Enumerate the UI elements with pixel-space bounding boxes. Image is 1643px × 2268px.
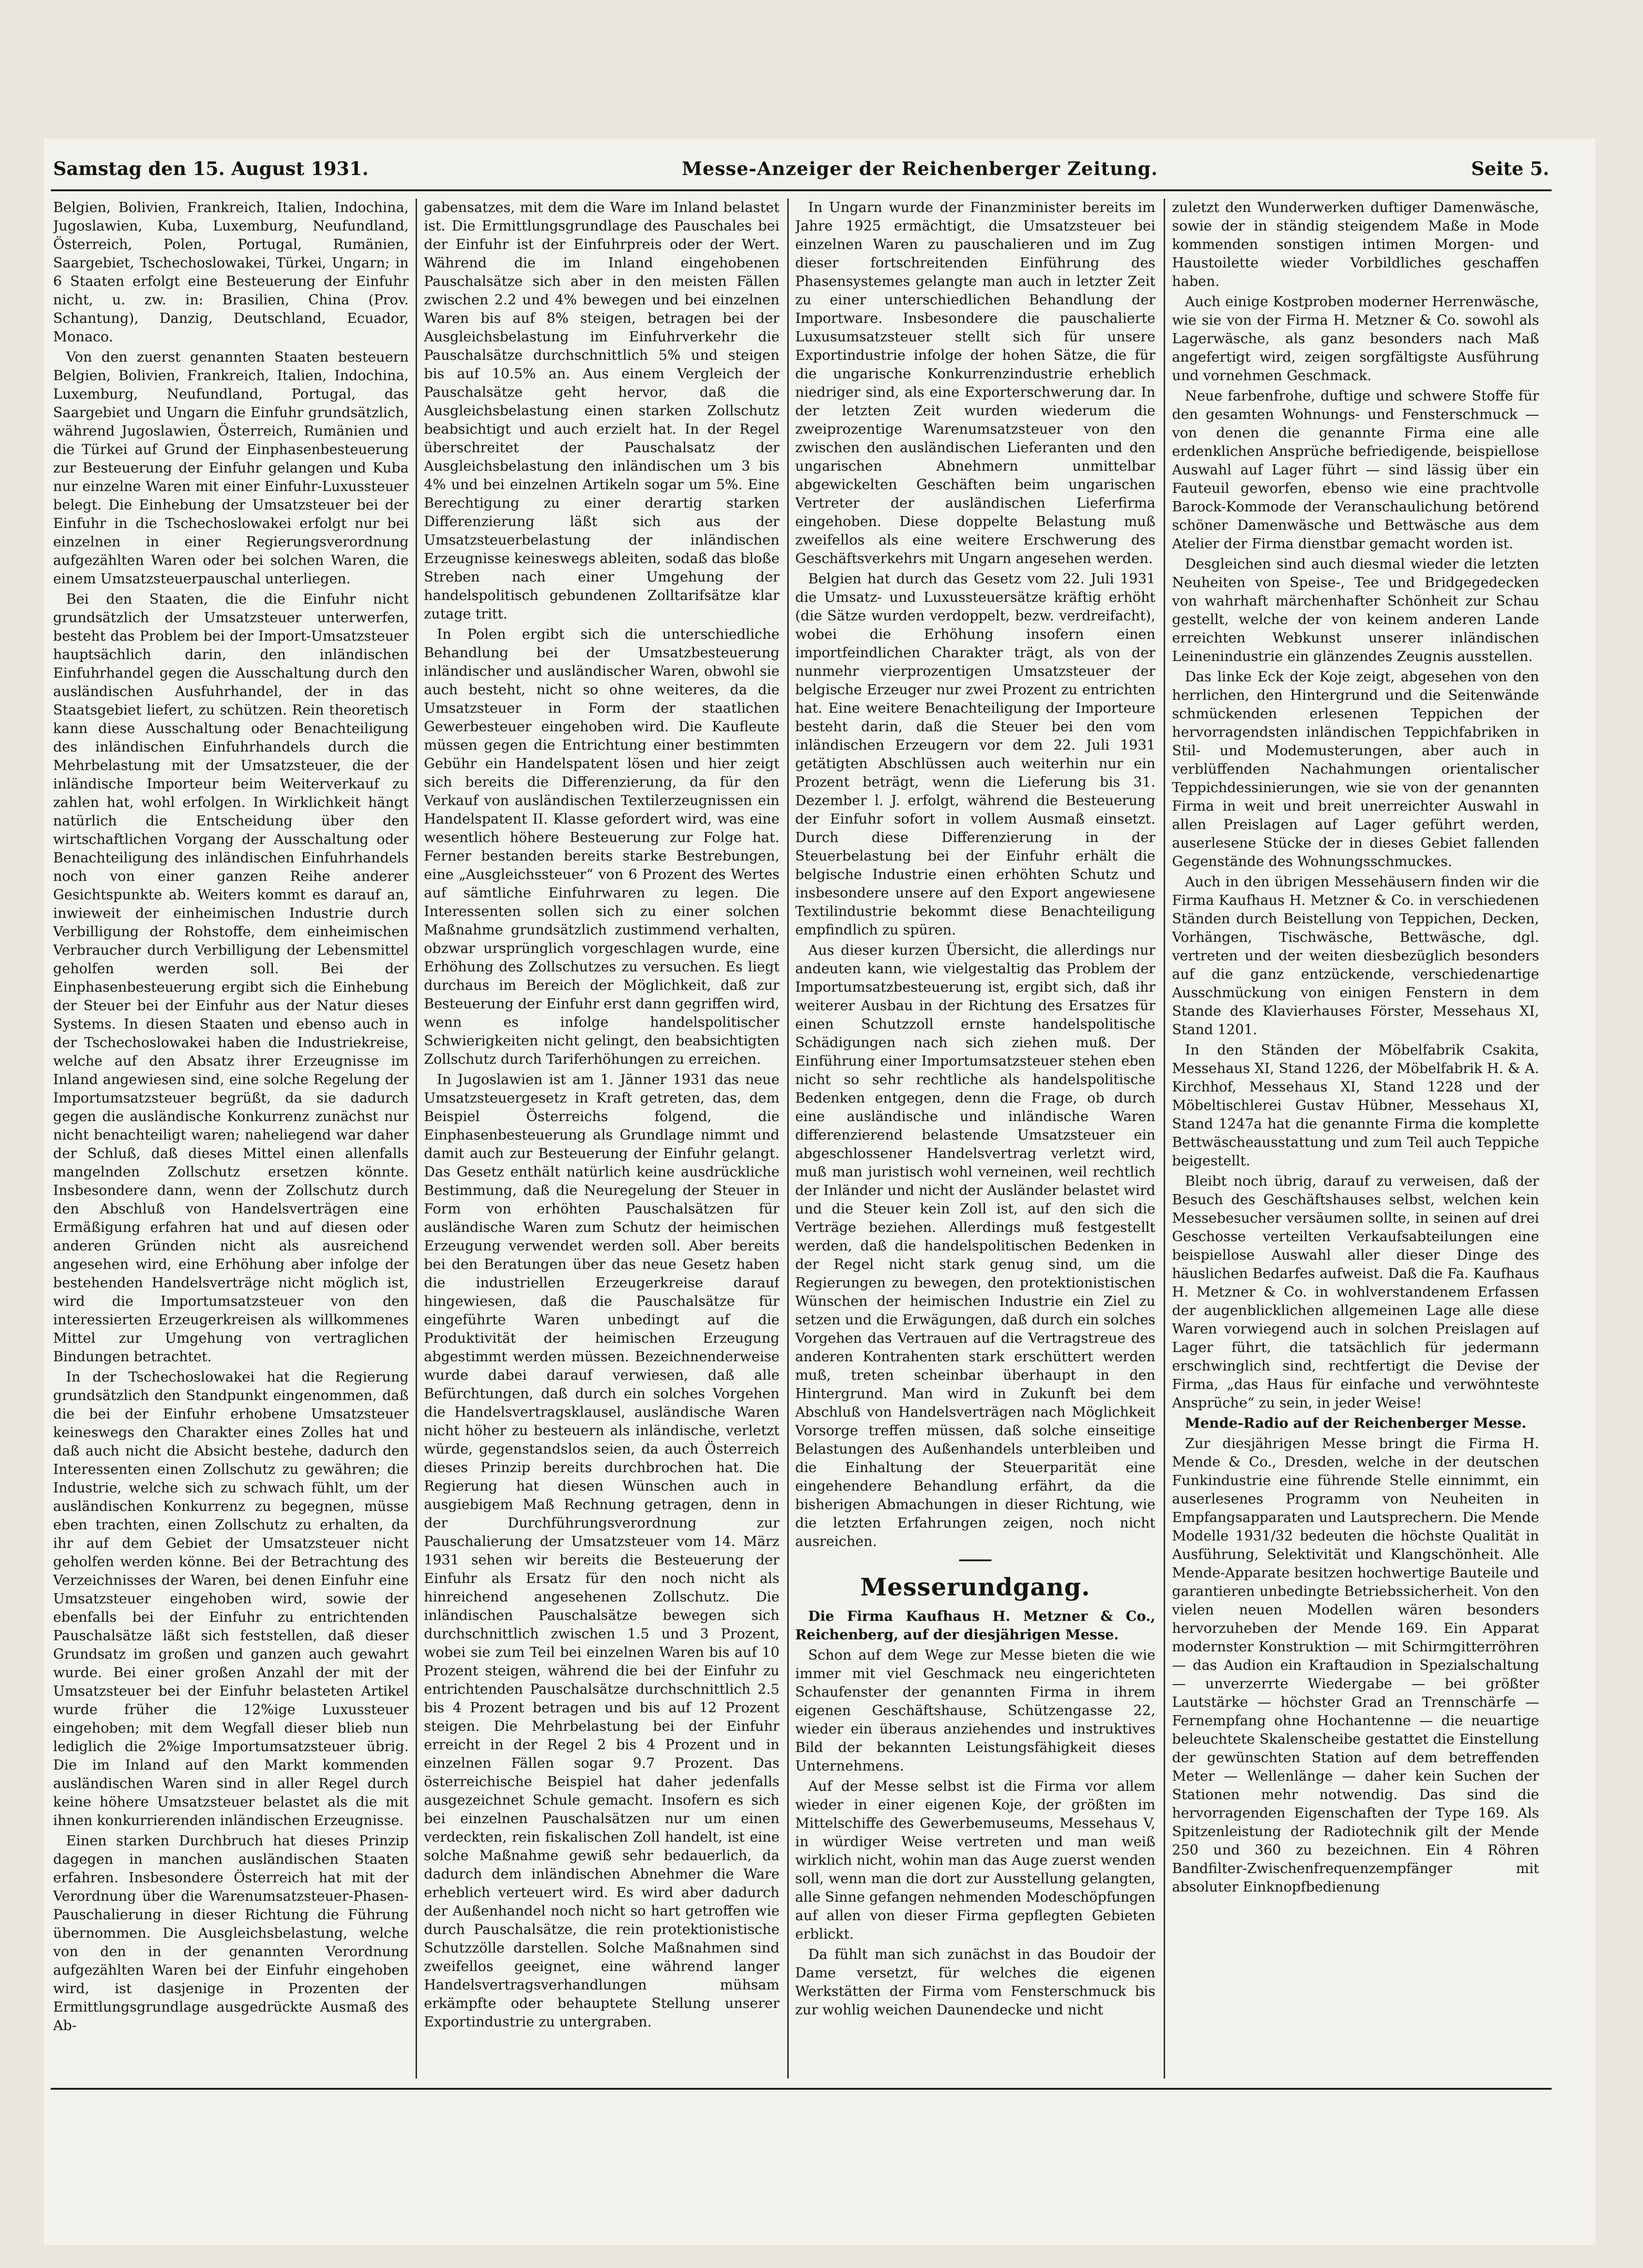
column-3 bbox=[795, 199, 1155, 2083]
article-paragraph: Auch in den übrigen Messehäusern finden wir die Firma Kaufhaus H. Metzner & Co. in verschiedenen Ständen durch Beistellung von Teppichen, Decken, Vorhängen, Tischwäsche, Bettwäsche, dgl. vertreten und der weiten diesbezüglich besonders auf die ganz entzückende, verschiedenartige Ausschmückung von einigen Fenstern in dem Stande des Klavierhauses Förster, Messehaus XI, Stand 1201. bbox=[1172, 874, 1539, 1038]
column-divider bbox=[416, 199, 417, 2079]
article-paragraph: Bei den Staaten, die die Einfuhr nicht grundsätzlich der Umsatzsteuer unterwerfen, besteht das Problem bei der Import-Umsatzsteuer hauptsächlich darin, den inländischen Einfuhrhandel gegen die Ausschaltung durch den ausländischen Ausfuhrhandel, der in das Staatsgebiet liefert, zu schützen. Rein theoretisch kann diese Ausschaltung oder Benachteiligung des inländischen Einfuhrhandels durch die Mehrbelastung mit der Umsatzsteuer, die der inländische Importeur beim Weiterverkauf zu zahlen hat, wohl erfolgen. In Wirklichkeit hängt natürlich die Entscheidung über den wirtschaftlichen Vorgang der Ausschaltung oder Benachteiligung des inländischen Einfuhrhandels noch von einer ganzen Reihe anderer Gesichtspunkte ab. Weiters kommt es darauf an, inwieweit der einheimischen Industrie durch Verbilligung der Rohstoffe, dem einheimischen Verbraucher durch Verbilligung der Lebensmittel geholfen werden soll. Bei der Einphasenbesteuerung ergibt sich die Einhebung der Steuer bei der Einfuhr aus der Natur dieses Systems. In diesen Staaten und ebenso auch in der Tschechoslowakei haben die Industriekreise, welche auf den Absatz ihrer Erzeugnisse im Inland angewiesen sind, eine solche Regelung der Importumsatzsteuer begrüßt, da sie dadurch gegen die ausländische Konkurrenz zunächst nur nicht benachteiligt waren; naheliegend war daher der Schluß, daß dieses Mittel einen allenfalls mangelnden Zollschutz ersetzen könnte. Insbesondere dann, wenn der Zollschutz durch den Abschluß von Handelsverträgen eine Ermäßigung erfahren hat und auf diesen oder anderen Gründen nicht als ausreichend angesehen wird, eine Erhöhung aber infolge der bestehenden Handelsverträge nicht möglich ist, wird die Importumsatzsteuer von den interessierten Erzeugerkreisen als willkommenes Mittel zur Umgehung von vertraglichen Bindungen betrachtet. bbox=[53, 591, 409, 1365]
column-4 bbox=[1172, 199, 1539, 2083]
section-separator bbox=[959, 1559, 991, 1561]
article-paragraph: In den Ständen der Möbelfabrik Csakita, Messehaus XI, Stand 1226, der Möbelfabrik H. & A. Kirchhof, Messehaus XI, Stand 1228 und der Möbeltischlerei Gustav Hübner, Messehaus XI, Stand 1247a hat die genannte Firma die komplette Bettwäscheausstattung und zum Teil auch Teppiche beigestellt. bbox=[1172, 1042, 1539, 1169]
article-paragraph: gabensatzes, mit dem die Ware im Inland belastet ist. Die Ermittlungsgrundlage des Pauschales bei der Einfuhr ist der Einfuhrpreis oder der Wert. Während die im Inland eingehobenen Pauschalsätze sich aber in den meisten Fällen zwischen 2.2 und 4% bewegen und bei einzelnen Waren bis auf 8% steigen, betragen bei der Ausgleichsbelastung im Einfuhrverkehr die Pauschalsätze durchschnittlich 5% und steigen bis auf 10.5% an. Aus einem Vergleich der Pauschalsätze geht hervor, daß die Ausgleichsbelastung einen starken Zollschutz beabsichtigt und auch erzielt hat. In der Regel überschreitet der Pauschalsatz der Ausgleichsbelastung den inländischen um 3 bis 4% und bei einzelnen Artikeln sogar um 5%. Eine Berechtigung zu einer derartig starken Differenzierung läßt sich aus der Umsatzsteuerbelastung der inländischen Erzeugnisse keineswegs ableiten, sodaß das bloße Streben nach einer Umgehung der handelspolitisch gebundenen Zolltarifsätze klar zutage tritt. bbox=[424, 200, 779, 622]
article-paragraph: Aus dieser kurzen Übersicht, die allerdings nur andeuten kann, wie vielgestaltig das Problem der Importumsatzbesteuerung ist, ergibt sich, daß ihr weiterer Ausbau in der Richtung des Ersatzes für einen Schutzzoll ernste handelspolitische Schädigungen nach sich ziehen muß. Der Einführung einer Importumsatzsteuer stehen eben nicht so sehr rechtliche als handelspolitische Bedenken entgegen, denn die Frage, ob durch eine ausländische und inländische Waren differenzierend belastende Umsatzsteuer ein abgeschlossener Handelsvertrag verletzt wird, muß man juristisch wohl verneinen, weil rechtlich der Inländer und nicht der Ausländer belastet wird und die Steuer kein Zoll ist, auf den sich die Verträge beziehen. Allerdings muß festgestellt werden, daß die handelspolitischen Bedenken in der Regel nicht stark genug sind, um die Regierungen zu bewegen, den protektionistischen Wünschen der heimischen Industrie ein Ziel zu setzen und die Erwägungen, daß durch ein solches Vorgehen das Vertrauen auf die Vertragstreue des anderen Kontrahenten stark erschüttert werden muß, treten scheinbar überhaupt in den Hintergrund. Man wird in Zukunft bei dem Abschluß von Handelsverträgen nach Möglichkeit Vorsorge treffen müssen, daß solche einseitige Belastungen des Außenhandels unterbleiben und die Einhaltung der Steuerparität eine eingehendere Behandlung erfährt, da die bisherigen Abmachungen in dieser Richtung, wie die letzten Erfahrungen zeigen, noch nicht ausreichen. bbox=[795, 942, 1155, 1550]
header-title: Messe-Anzeiger der Reichenberger Zeitung. bbox=[682, 158, 1158, 180]
article-paragraph: In der Tschechoslowakei hat die Regierung grundsätzlich den Standpunkt eingenommen, daß die bei der Einfuhr erhobene Umsatzsteuer keineswegs den Charakter eines Zolles hat und daß auch nicht die Absicht bestehe, dadurch den Interessenten einen Zollschutz zu gewähren; die Industrie, welche sich zu schwach fühlt, um der ausländischen Konkurrenz zu begegnen, müsse eben trachten, einen Zollschutz zu erhalten, da ihr auf dem Gebiet der Umsatzsteuer nicht geholfen werden könne. Bei der Betrachtung des Verzeichnisses der Waren, bei denen Einfuhr eine Umsatzsteuer eingehoben wird, sowie der ebenfalls bei der Einfuhr zu entrichtenden Pauschalsätze läßt sich feststellen, daß dieser Grundsatz im großen und ganzen auch gewahrt wurde. Bei einer großen Anzahl der mit der Umsatzsteuer bei der Einfuhr belasteten Artikel wurde früher die 12%ige Luxussteuer eingehoben; mit dem Wegfall dieser blieb nun lediglich die 2%ige Importumsatzsteuer übrig. Die im Inland auf den Markt kommenden ausländischen Waren sind in aller Regel durch keine höhere Umsatzsteuer belastet als die mit ihnen konkurrierenden inländischen Erzeugnisse. bbox=[53, 1369, 409, 1829]
article-paragraph: zuletzt den Wunderwerken duftiger Damenwäsche, sowie der in ständig steigendem Maße in Mode kommenden sonstigen intimen Morgen- und Haustoilette wieder Vorbildliches geschaffen haben. bbox=[1172, 200, 1539, 290]
article-paragraph: Auch einige Kostproben moderner Herrenwäsche, wie sie von der Firma H. Metzner & Co. sowohl als Lagerwäsche, als ganz besonders nach Maß angefertigt wird, zeigen sorgfältigste Ausführung und vornehmen Geschmack. bbox=[1172, 294, 1539, 384]
article-paragraph: Bleibt noch übrig, darauf zu verweisen, daß der Besuch des Geschäftshauses selbst, welchen kein Messebesucher versäumen sollte, in seinen auf drei Geschosse verteilten Verkaufsabteilungen eine beispiellose Auswahl aller dieser Dinge des häuslichen Bedarfes aufweist. Daß die Fa. Kaufhaus H. Metzner & Co. in wohlverstandenem Erfassen der augenblicklichen allgemeinen Lage alle diese Waren vorwiegend auch in solchen Preislagen auf Lager führt, die tatsächlich für jedermann erschwinglich sind, rechtfertigt die Devise der Firma, „das Haus für einfache und verwöhnteste Ansprüche“ zu sein, in jeder Weise! bbox=[1172, 1173, 1539, 1411]
article-paragraph: In Ungarn wurde der Finanzminister bereits im Jahre 1925 ermächtigt, die Umsatzsteuer bei einzelnen Waren zu pauschalieren und im Zug dieser fortschreitenden Einführung des Phasensystemes gelangte man auch in letzter Zeit zu einer unterschiedlichen Behandlung der Importware. Insbesondere die pauschalierte Luxusumsatzsteuer stellt sich für unsere Exportindustrie infolge der hohen Sätze, die für die ungarische Konkurrenzindustrie erheblich niedriger sind, als eine Exporterschwerung dar. In der letzten Zeit wurden wiederum die zweiprozentige Warenumsatzsteuer von den zwischen den ausländischen Lieferanten und den ungarischen Abnehmern unmittelbar abgewickelten Geschäften beim ungarischen Vertreter der ausländischen Lieferfirma eingehoben. Diese doppelte Belastung muß zweifellos als eine weitere Erschwerung des Geschäftsverkehrs mit Ungarn angesehen werden. bbox=[795, 200, 1155, 567]
article-paragraph: Belgien, Bolivien, Frankreich, Italien, Indochina, Jugoslawien, Kuba, Luxemburg, Neufundland, Österreich, Polen, Portugal, Rumänien, Saargebiet, Tschechoslowakei, Türkei, Ungarn; in 6 Staaten erfolgt eine Besteuerung der Einfuhr nicht, u. zw. in: Brasilien, China (Prov. Schantung), Danzig, Deutschland, Ecuador, Monaco. bbox=[53, 200, 409, 345]
header-date: Samstag den 15. August 1931. bbox=[53, 158, 369, 180]
article-paragraph: Da fühlt man sich zunächst in das Boudoir der Dame versetzt, für welches die eigenen Werkstätten der Firma vom Fensterschmuck bis zur wohlig weichen Daunendecke und nicht bbox=[795, 1947, 1155, 2018]
article-paragraph: Zur diesjährigen Messe bringt die Firma H. Mende & Co., Dresden, welche in der deutschen Funkindustrie eine führende Stelle einnimmt, ein auserlesenes Programm von Neuheiten in Empfangsapparaten und Lautsprechern. Die Mende Modelle 1931/32 bedeuten die höchste Qualität in Ausführung, Selektivität und Klangschönheit. Alle Mende-Apparate besitzen hochwertige Bauteile und garantieren unbedingte Betriebssicherheit. Von den vielen neuen Modellen wären besonders hervorzuheben der Mende 169. Ein Apparat modernster Konstruktion — mit Schirmgitterröhren — das Audion ein Kraftaudion in Spezialschaltung — unverzerrte Wiedergabe — bei größter Lautstärke — höchster Grad an Trennschärfe — Fernempfang ohne Hochantenne — die neuartige beleuchtete Skalenscheibe gestattet die Einstellung der gewünschten Station auf dem betreffenden Meter — Wellenlänge — daher kein Suchen der Stationen mehr notwendig. Das sind die hervorragenden Eigenschaften der Type 169. Als Spitzenleistung der Radiotechnik gilt der Mende 250 und 360 zu bezeichnen. Ein 4 Röhren Bandfilter-Zwischenfrequenzempfänger mit absoluter Einknopfbedienung bbox=[1172, 1436, 1539, 1895]
article-paragraph: In Polen ergibt sich die unterschiedliche Behandlung bei der Umsatzbesteuerung inländischer und ausländischer Waren, obwohl sie auch besteht, nicht so ohne weiteres, da die Umsatzsteuer in Form der staatlichen Gewerbesteuer eingehoben wird. Die Kaufleute müssen gegen die Entrichtung einer bestimmten Gebühr ein Handelspatent lösen und hier zeigt sich bereits die Differenzierung, da für den Verkauf von ausländischen Textilerzeugnissen ein Handelspatent II. Klasse gefordert wird, was eine wesentlich höhere Besteuerung zur Folge hat. Ferner bestanden bereits starke Bestrebungen, eine „Ausgleichssteuer“ von 6 Prozent des Wertes auf sämtliche Einfuhrwaren zu legen. Die Interessenten sollen sich zu einer solchen Maßnahme grundsätzlich zustimmend verhalten, obzwar ursprünglich vorgeschlagen wurde, eine Erhöhung des Zollschutzes zu versuchen. Es liegt durchaus im Bereich der Möglichkeit, daß zur Besteuerung der Einfuhr erst dann gegriffen wird, wenn es infolge handelspolitischer Schwierigkeiten nicht gelingt, den beabsichtigten Zollschutz durch Tariferhöhungen zu erreichen. bbox=[424, 626, 779, 1067]
header-rule bbox=[51, 189, 1552, 191]
section-title: Messerundgang. bbox=[860, 1573, 1090, 1601]
article-paragraph: Belgien hat durch das Gesetz vom 22. Juli 1931 die Umsatz- und Luxussteuersätze kräftig erhöht (die Sätze wurden verdoppelt, bezw. verdreifacht), wobei die Erhöhung insofern einen importfeindlichen Charakter trägt, als von der nunmehr vierprozentigen Umsatzsteuer der belgische Erzeuger nur zwei Prozent zu entrichten hat. Eine weitere Benachteiligung der Importeure besteht darin, daß die Steuer bei den vom inländischen Erzeugern vor dem 22. Juli 1931 getätigten Abschlüssen auch weiterhin nur ein Prozent beträgt, wenn die Lieferung bis 31. Dezember l. J. erfolgt, während die Besteuerung der Einfuhr sofort in vollem Ausmaß einsetzt. Durch diese Differenzierung in der Steuerbelastung bei der Einfuhr erhält die belgische Industrie einen erhöhten Schutz und insbesondere unsere auf den Export angewiesene Textilindustrie bekommt diese Benachteiligung empfindlich zu spüren. bbox=[795, 571, 1155, 938]
footer-rule bbox=[51, 2088, 1552, 2090]
header-page-number: Seite 5. bbox=[1471, 158, 1549, 180]
page-header bbox=[53, 150, 1549, 187]
article-paragraph: Das linke Eck der Koje zeigt, abgesehen von den herrlichen, den Hintergrund und die Seitenwände schmückenden erlesenen Teppichen der hervorragendsten inländischen Teppichfabriken in Stil- und Modemusterungen, aber auch in verblüffenden Nachahmungen orientalischer Teppichdessinierungen, wie sie von der genannten Firma in weit und breit unerreichter Auswahl in allen Preislagen auf Lager geführt werden, auserlesene Stücke der in dieses Gebiet fallenden Gegenstände des Wohnungsschmuckes. bbox=[1172, 669, 1539, 870]
column-divider bbox=[787, 199, 789, 2079]
column-2 bbox=[424, 199, 779, 2083]
article-paragraph: Neue farbenfrohe, duftige und schwere Stoffe für den gesamten Wohnungs- und Fensterschmuck — von denen die genannte Firma eine alle erdenklichen Ansprüche befriedigende, beispiellose Auswahl auf Lager führt — sind lässig über ein Fauteuil geworfen, ebenso wie eine prachtvolle Barock-Kommode der Veranschaulichung betörend schöner Damenwäsche und Bettwäsche aus dem Atelier der Firma dienstbar gemacht worden ist. bbox=[1172, 388, 1539, 552]
article-paragraph: Desgleichen sind auch diesmal wieder die letzten Neuheiten von Speise-, Tee und Bridgegedecken von wahrhaft märchenhafter Schönheit zur Schau gestellt, welche der von keinem anderen Lande erreichten Webkunst unserer inländischen Leinenindustrie ein glänzendes Zeugnis ausstellen. bbox=[1172, 556, 1539, 665]
article-paragraph: Von den zuerst genannten Staaten besteuern Belgien, Bolivien, Frankreich, Italien, Indochina, Luxemburg, Neufundland, Portugal, das Saargebiet und Ungarn die Einfuhr grundsätzlich, während Jugoslawien, Österreich, Rumänien und die Türkei auf Grund der Einphasenbesteuerung zur Besteuerung der Einfuhr gelangen und Kuba nur einzelne Waren mit einer Einfuhr-Luxussteuer belegt. Die Einhebung der Umsatzsteuer bei der Einfuhr in die Tschechoslowakei erfolgt nur bei einzelnen in einer Regierungsverordnung aufgezählten Waren oder bei solchen Waren, die einem Umsatzsteuerpauschal unterliegen. bbox=[53, 349, 409, 587]
article-subhead: Die Firma Kaufhaus H. Metzner & Co., Reichenberg, auf der diesjährigen Messe. bbox=[795, 1608, 1155, 1643]
column-divider bbox=[1164, 199, 1165, 2079]
article-paragraph: Schon auf dem Wege zur Messe bieten die wie immer mit viel Geschmack neu eingerichteten Schaufenster der genannten Firma in ihrem eigenen Geschäftshause, Schützengasse 22, wieder ein überaus anziehendes und instruktives Bild der bekannten Leistungsfähigkeit dieses Unternehmens. bbox=[795, 1647, 1155, 1774]
article-paragraph: Auf der Messe selbst ist die Firma vor allem wieder in einer eigenen Koje, der größten im Mittelschiffe des Gewerbemuseums, Messehaus V, in würdiger Weise vertreten und man weiß wirklich nicht, wohin man das Auge zuerst wenden soll, wenn man die dort zur Ausstellung gelangten, alle Sinne gefangen nehmenden Modeschöpfungen auf allen von dieser Firma gepflegten Gebieten erblickt. bbox=[795, 1778, 1155, 1942]
article-paragraph: Einen starken Durchbruch hat dieses Prinzip dagegen in manchen ausländischen Staaten erfahren. Insbesondere Österreich hat mit der Verordnung über die Warenumsatzsteuer-Phasen-Pauschalierung in dieser Richtung die Führung übernommen. Die Ausgleichsbelastung, welche von den in der genannten Verordnung aufgezählten Waren bei der Einfuhr eingehoben wird, ist dasjenige in Prozenten der Ermittlungsgrundlage ausgedrückte Ausmaß des Ab- bbox=[53, 1833, 409, 2034]
column-1 bbox=[53, 199, 409, 2083]
article-paragraph: In Jugoslawien ist am 1. Jänner 1931 das neue Umsatzsteuergesetz in Kraft getreten, das, dem Beispiel Österreichs folgend, die Einphasenbesteuerung als Grundlage nimmt und damit auch zur Besteuerung der Einfuhr gelangt. Das Gesetz enthält natürlich keine ausdrückliche Bestimmung, daß die Neuregelung der Steuer in Form von erhöhten Pauschalsätzen für ausländische Waren zum Schutz der heimischen Erzeugung verwendet werden soll. Aber bereits bei den Beratungen über das neue Gesetz haben die industriellen Erzeugerkreise darauf hingewiesen, daß die Pauschalsätze für eingeführte Waren unbedingt auf die Produktivität der heimischen Erzeugung abgestimmt werden müssen. Bezeichnenderweise wurde dabei darauf verwiesen, daß alle Befürchtungen, daß durch ein solches Vorgehen die Handelsvertragsklausel, ausländische Waren nicht höher zu besteuern als inländische, verletzt würde, gegenstandslos seien, da auch Österreich dieses Prinzip bereits durchbrochen hat. Die Regierung hat diesen Wünschen auch in ausgiebigem Maß Rechnung getragen, denn in der Durchführungsverordnung zur Pauschalierung der Umsatzsteuer vom 14. März 1931 sehen wir bereits die Besteuerung der Einfuhr als Ersatz für den noch nicht als hinreichend angesehenen Zollschutz. Die inländischen Pauschalsätze bewegen sich durchschnittlich zwischen 1.5 und 3 Prozent, wobei sie zum Teil bei einzelnen Waren bis auf 10 Prozent steigen, während die bei der Einfuhr zu entrichtenden Pauschalsätze durchschnittlich 2.5 bis 4 Prozent betragen und bis auf 12 Prozent steigen. Die Mehrbelastung bei der Einfuhr erreicht in der Regel 2 bis 4 Prozent und in einzelnen Fällen sogar 9.7 Prozent. Das österreichische Beispiel hat daher jedenfalls ausgezeichnet Schule gemacht. Insofern es sich bei einzelnen Pauschalsätzen nur um einen verdeckten, rein fiskalischen Zoll handelt, ist eine solche Maßnahme gewiß sehr bedauerlich, da dadurch dem inländischen Abnehmer die Ware erheblich verteuert wird. Es wird aber dadurch der Außenhandel noch nicht so hart getroffen wie durch Pauschalsätze, die rein protektionistische Schutzzölle darstellen. Solche Maßnahmen sind zweifellos geeignet, eine während langer Handelsvertragsverhandlungen mühsam erkämpfte oder behauptete Stellung unserer Exportindustrie zu untergraben. bbox=[424, 1072, 779, 2030]
article-subhead: Mende-Radio auf der Reichenberger Messe. bbox=[1185, 1415, 1527, 1431]
